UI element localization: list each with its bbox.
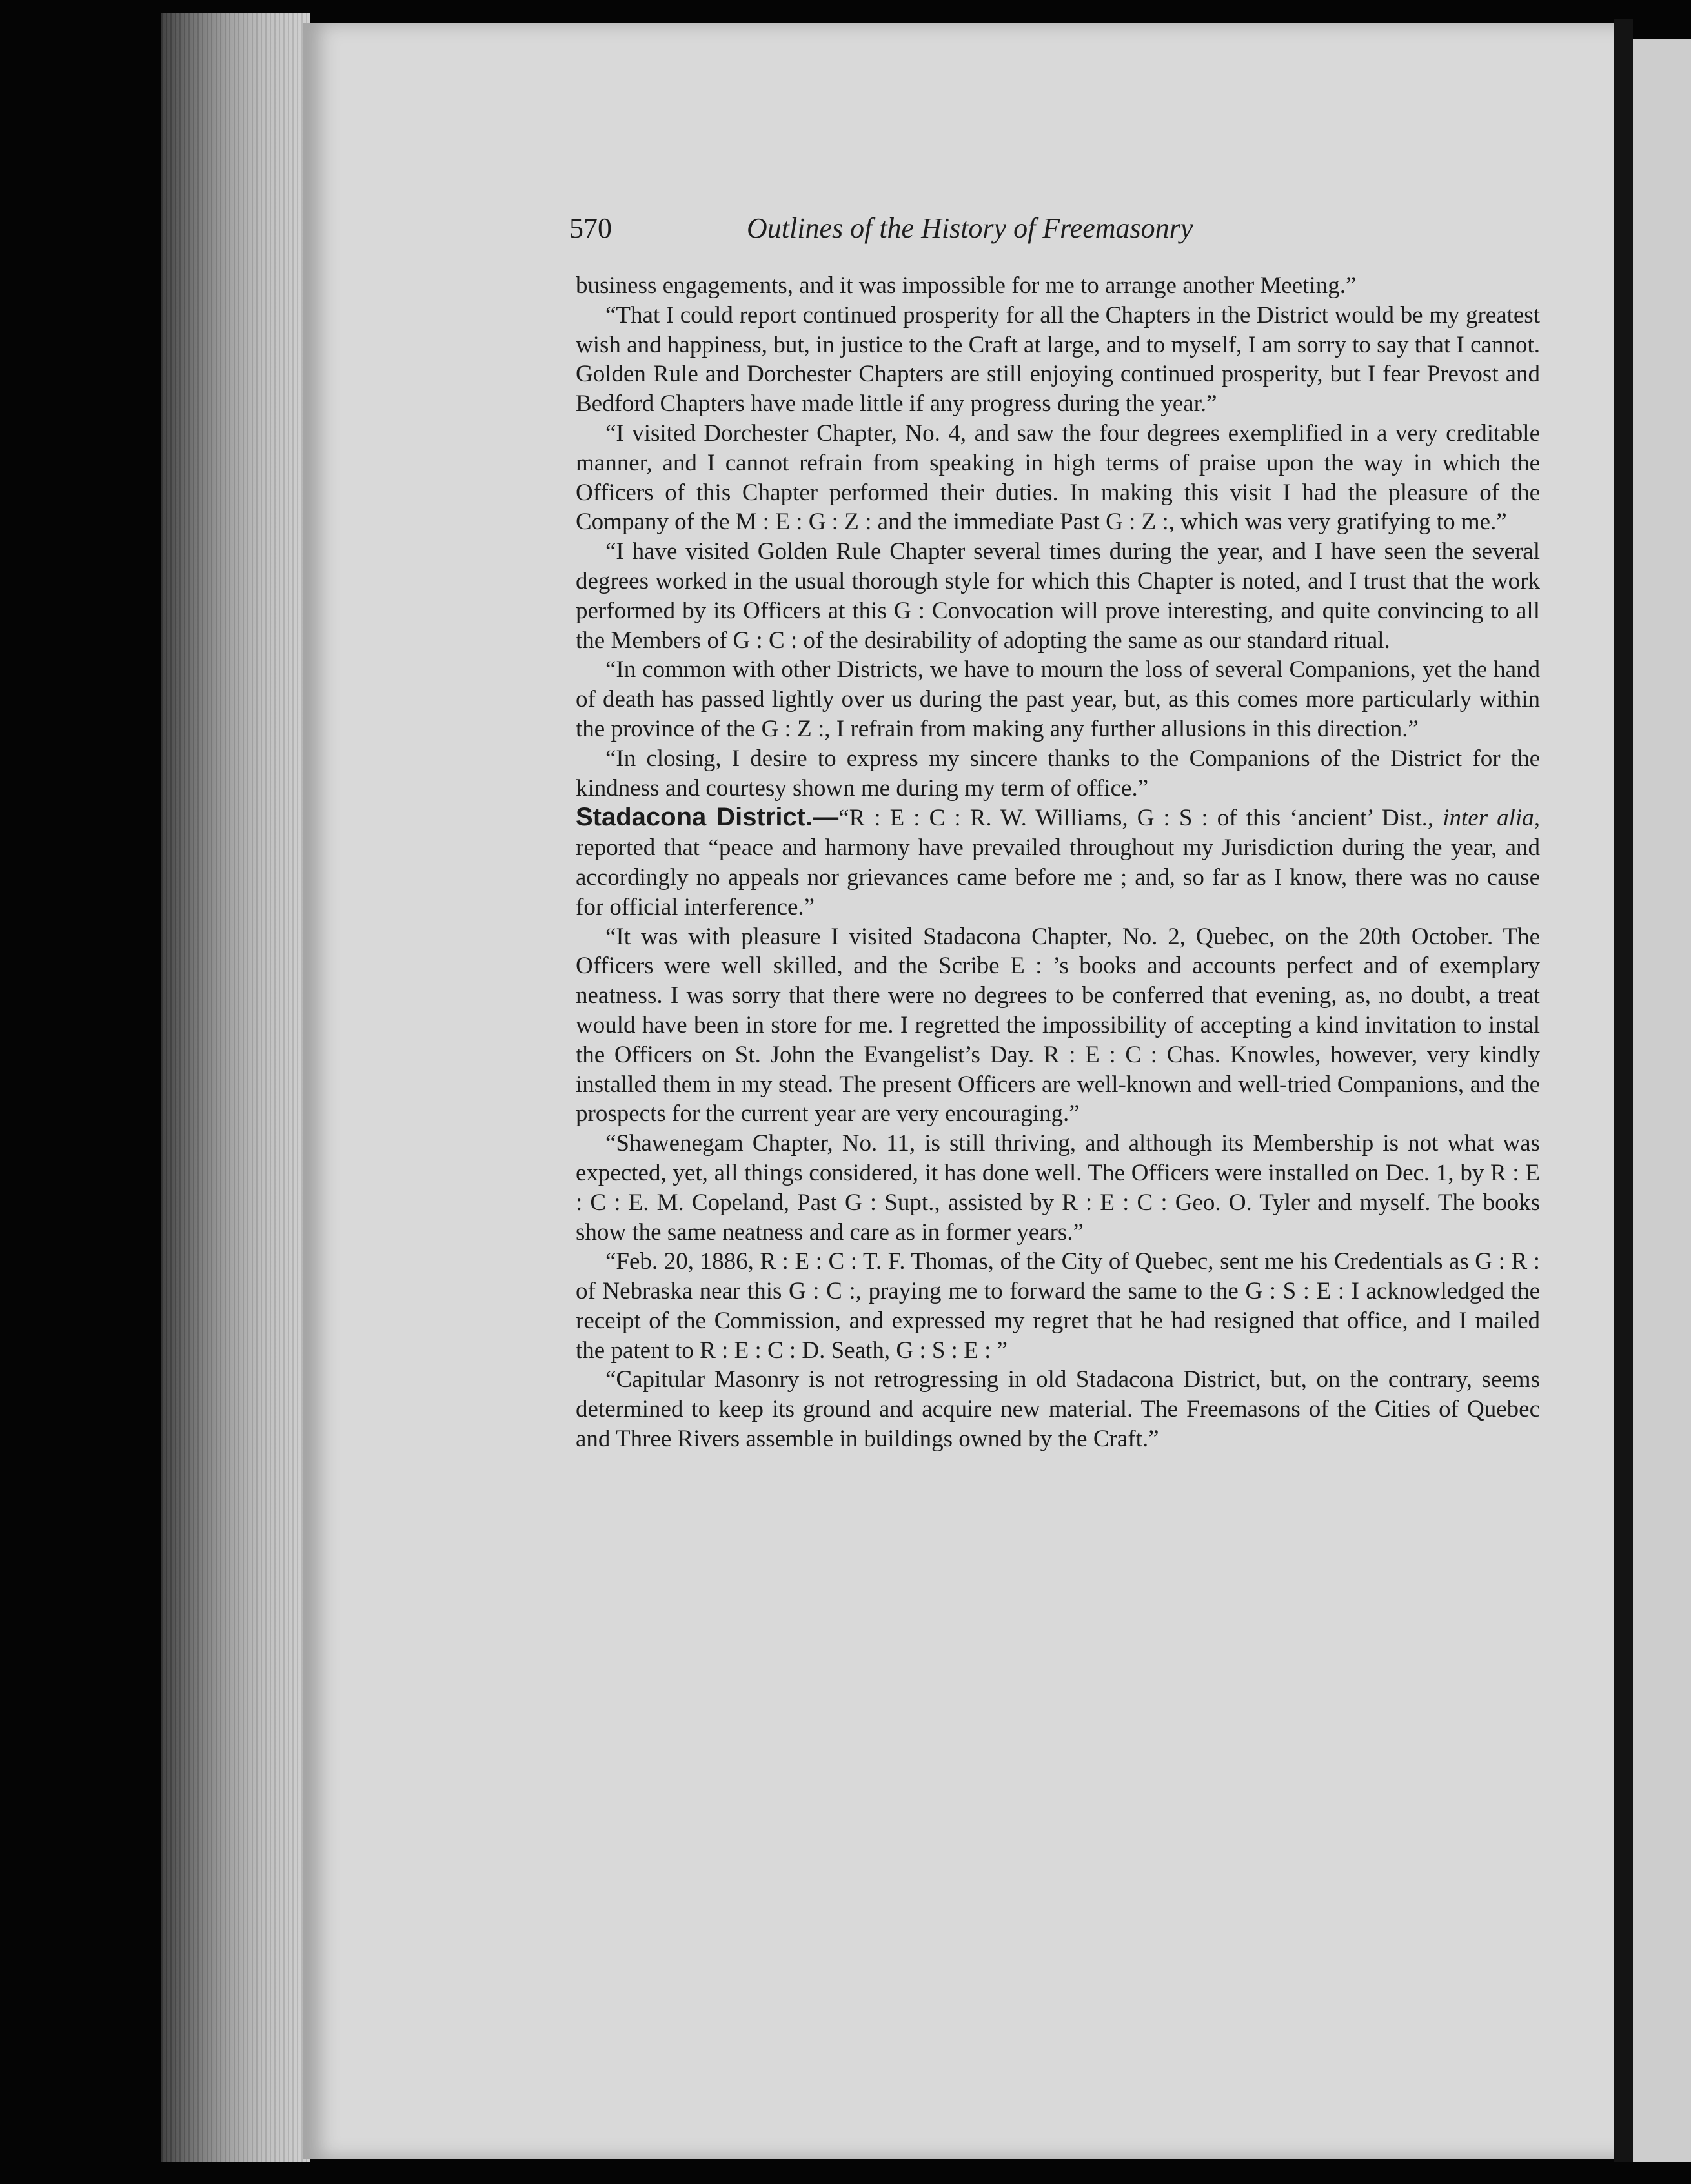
paragraph: “Shawenegam Chapter, No. 11, is still thriving, and although its Membership is not what was expected, yet, all things considered, it has done well. The Officers were installed on Dec. 1, by R : E : C : E. M. Copeland, Past G : Supt., assisted by R : E : C : Geo. O. Tyler and myself. The books show the same neatness and care as in former years.” xyxy=(576,1130,1540,1246)
section-text-before: “R : E : C : R. W. Williams, G : S : of this ‘ancient’ Dist., xyxy=(838,805,1443,832)
paragraph: “In closing, I desire to express my sincere thanks to the Companions of the District for the kindness and courtesy shown me during my term of office.” xyxy=(576,745,1540,802)
paragraph: “I visited Dorchester Chapter, No. 4, and saw the four degrees exemplified in a very creditable manner, and I cannot refrain from speaking in high terms of praise upon the way in which the Officers of this Chapter performed their duties. In making this visit I had the pleasure of the Company of the M : E : G : Z : and the immediate Past G : Z :, which was very gratifying to me.” xyxy=(576,420,1540,536)
paragraph: “That I could report continued prosperity for all the Chapters in the District would be my greatest wish and happiness, but, in justice to the Craft at large, and to myself, I am sorry to say that I cannot. Golden Rule and Dorchester Chapters are still enjoying continued prosperity, but I fear Prevost and Bedford Chapters have made little if any progress during the year.” xyxy=(576,301,1540,418)
facing-page-edge xyxy=(1633,39,1691,2162)
page-number: 570 xyxy=(569,212,612,244)
page-header xyxy=(569,212,1337,250)
section-paragraph xyxy=(576,803,1540,922)
paragraph: “Capitular Masonry is not retrogressing in old Stadacona District, but, on the contrary, seems determined to keep its ground and acquire new material. The Freemasons of the Cities of Quebec and Three Rivers assemble in buildings owned by the Craft.” xyxy=(576,1366,1540,1453)
paragraph: business engagements, and it was impossible for me to arrange another Meeting.” xyxy=(576,272,1357,299)
paragraph: “It was with pleasure I visited Stadacona Chapter, No. 2, Quebec, on the 20th October. The Officers were well skilled, and the Scribe E : ’s books and accounts perfect and of exemplary neatness. I was sorry that there were no degrees to be conferred that evening, as, no doubt, a treat would have been in store for me. I regretted the impossibility of accepting a kind invitation to instal the Officers on St. John the Evangelist’s Day. R : E : C : Chas. Knowles, however, very kindly installed them in my stead. The present Officers are well-known and well-tried Companions, and the prospects for the current year are very encouraging.” xyxy=(576,923,1540,1127)
paragraph: “Feb. 20, 1886, R : E : C : T. F. Thomas, of the City of Quebec, sent me his Credentials as G : R : of Nebraska near this G : C :, praying me to forward the same to the G : S : E : I acknowledged the receipt of the Commission, and expressed my regret that he had resigned that office, and I mailed the patent to R : E : C : D. Seath, G : S : E : ” xyxy=(576,1248,1540,1364)
section-heading: Stadacona District.— xyxy=(576,803,839,832)
paragraph: “In common with other Districts, we have to mourn the loss of several Companions, yet the hand of death has passed lightly over us during the past year, but, as this comes more particularly within the province of the G : Z :, I refrain from making any further allusions in this direction.” xyxy=(576,656,1540,742)
paragraph: “I have visited Golden Rule Chapter several times during the year, and I have seen the several degrees worked in the usual thorough style for which this Chapter is noted, and I trust that the work performed by its Officers at this G : Convocation will prove interesting, and quite convincing to all the Members of G : C : of the desirability of adopting the same as our standard ritual. xyxy=(576,538,1540,654)
page-stack-edge xyxy=(161,13,310,2162)
book-gutter xyxy=(1614,19,1633,2162)
section-italic-phrase: inter alia, xyxy=(1443,805,1540,832)
section-text-after: reported that “peace and harmony have prevailed throughout my Jurisdiction during the year, and accordingly no appeals nor grievances came before me ; and, so far as I know, there was no cause for official interference.” xyxy=(576,834,1540,920)
running-title: Outlines of the History of Freemasonry xyxy=(747,212,1193,244)
body-text xyxy=(576,271,1540,1454)
